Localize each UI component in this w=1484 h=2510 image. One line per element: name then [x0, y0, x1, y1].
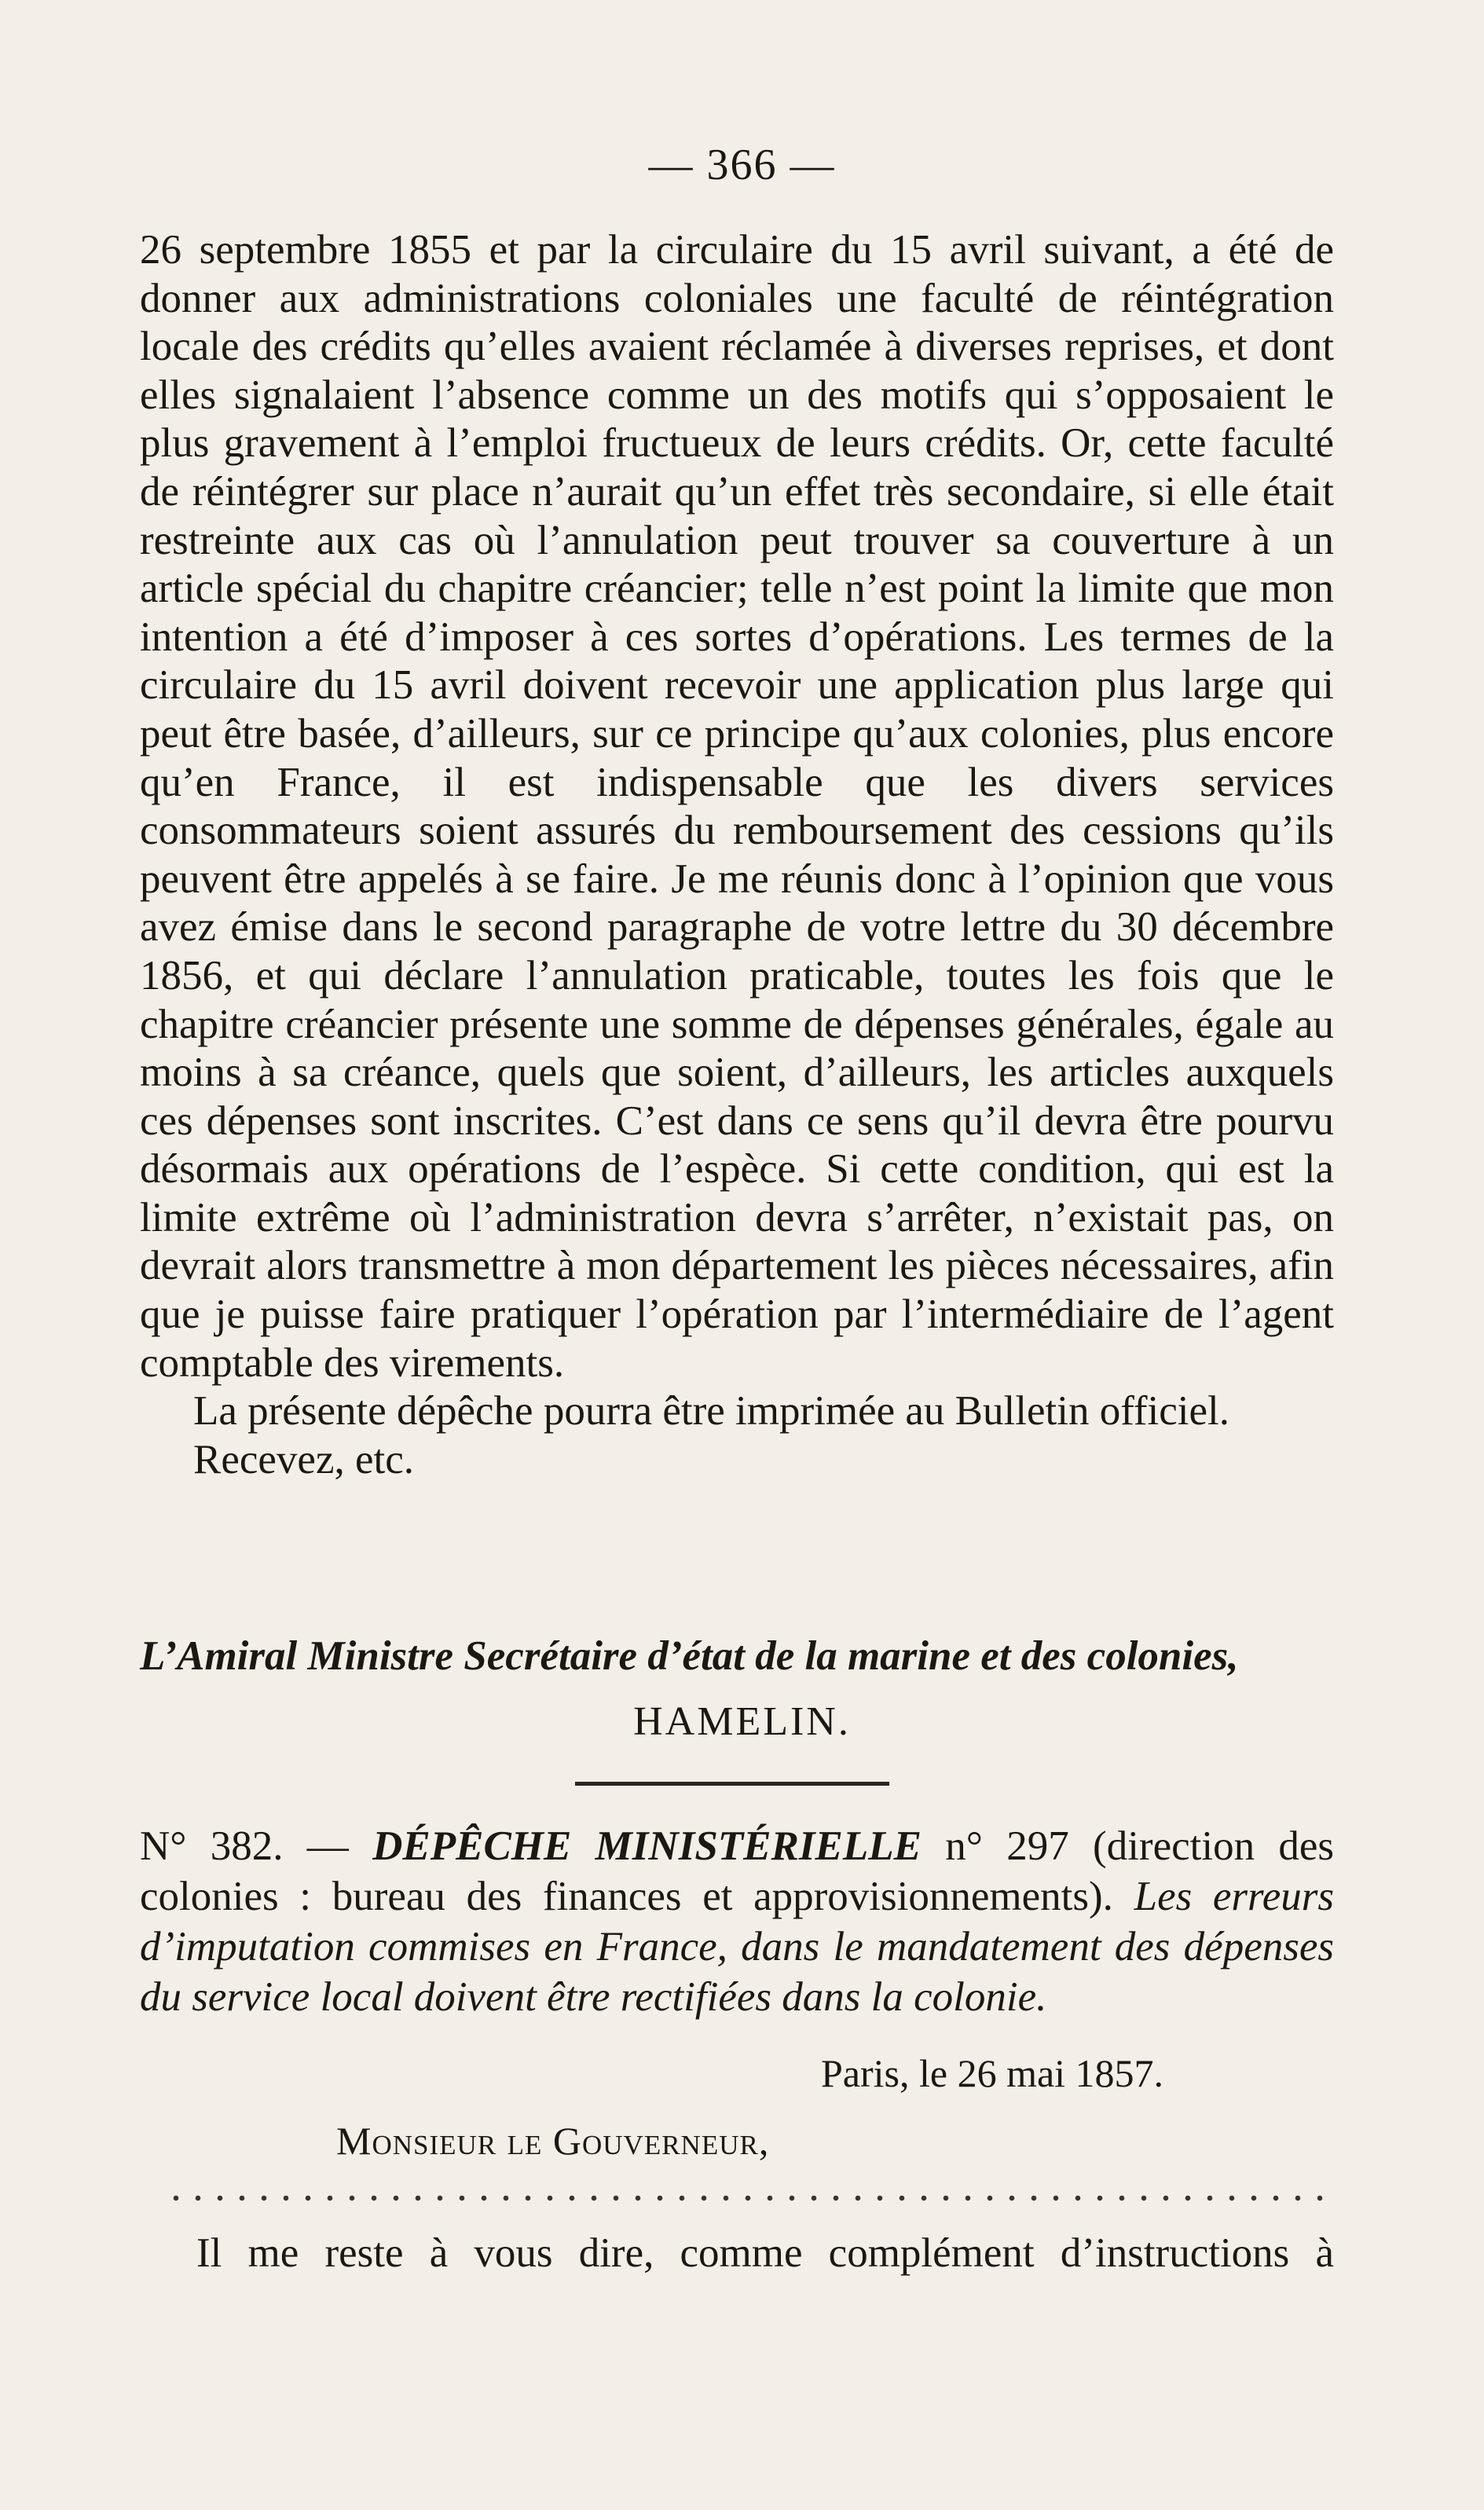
salutation: Monsieur le Gouverneur, [336, 2119, 770, 2163]
section-divider [575, 1782, 889, 1786]
paragraph-main: 26 septembre 1855 et par la circulaire du 15 avril suivant, a été de donner aux administrations coloniales une faculté de réintégration locale des crédits qu’elles avaient réclamée à diverses reprises, et dont elles signalaient l’absence comme un des motifs qui s’opposaient le plus gravement à l’emploi fructueux de leurs crédits. Or, cette faculté de réintégrer sur place n’aurait qu’un effet très secondaire, si elle était restreinte aux cas où l’annulation peut trouver sa couverture à un article spécial du chapitre créancier; telle n’est point la limite que mon intention a été d’imposer à ces sortes d’opérations. Les termes de la circulaire du 15 avril doivent recevoir une application plus large qui peut être basée, d’ailleurs, sur ce principe qu’aux colonies, plus encore qu’en France, il est indispensable que les divers services consommateurs soient assurés du remboursement des cessions qu’ils peuvent être appelés à se faire. Je me réunis donc à l’opinion que vous avez émise dans le second paragraphe de votre lettre du 30 décembre 1856, et qui déclare l’annulation praticable, toutes les fois que le chapitre créancier présente une somme de dépenses générales, égale au moins à sa créance, quels que soient, d’ailleurs, les articles auxquels ces dépenses sont inscrites. C’est dans ce sens qu’il devra être pourvu désormais aux opérations de l’espèce. Si cette condition, qui est la limite extrême où l’administration devra s’arrêter, n’existait pas, on devrait alors transmettre à mon département les pièces nécessaires, afin que je puisse faire pratiquer l’opération par l’intermédiaire de l’agent comptable des virements. [140, 227, 1334, 1386]
signature-title: L’Amiral Ministre Secrétaire d’état de la marine et des colonies, [140, 1633, 1239, 1679]
depeche-number: N° 382. — [140, 1823, 349, 1869]
depeche-reference: n° 297 (direction des colonies : bureau des finances et approvisionnements). [140, 1823, 1335, 1919]
depeche-first-line: Il me reste à vous dire, comme complément d’instructions à [196, 2230, 1334, 2276]
signature-name: HAMELIN. [633, 1699, 851, 1744]
body-text [140, 226, 1334, 1484]
paragraph-closing: Recevez, etc. [193, 1436, 414, 1482]
page-number: — 366 — [648, 141, 836, 189]
depeche-heading [140, 1821, 1334, 2022]
paragraph-publication: La présente dépêche pourra être imprimée au Bulletin officiel. [193, 1388, 1230, 1435]
depeche-title: DÉPÊCHE MINISTÉRIELLE [372, 1823, 922, 1869]
ellipsis-dots [165, 2192, 1328, 2204]
depeche-summary: Les erreurs d’imputation commises en France, dans le mandatement des dépenses du service local doivent être rectifiées dans la colonie. [140, 1874, 1334, 2020]
dateline: Paris, le 26 mai 1857. [821, 2051, 1164, 2095]
